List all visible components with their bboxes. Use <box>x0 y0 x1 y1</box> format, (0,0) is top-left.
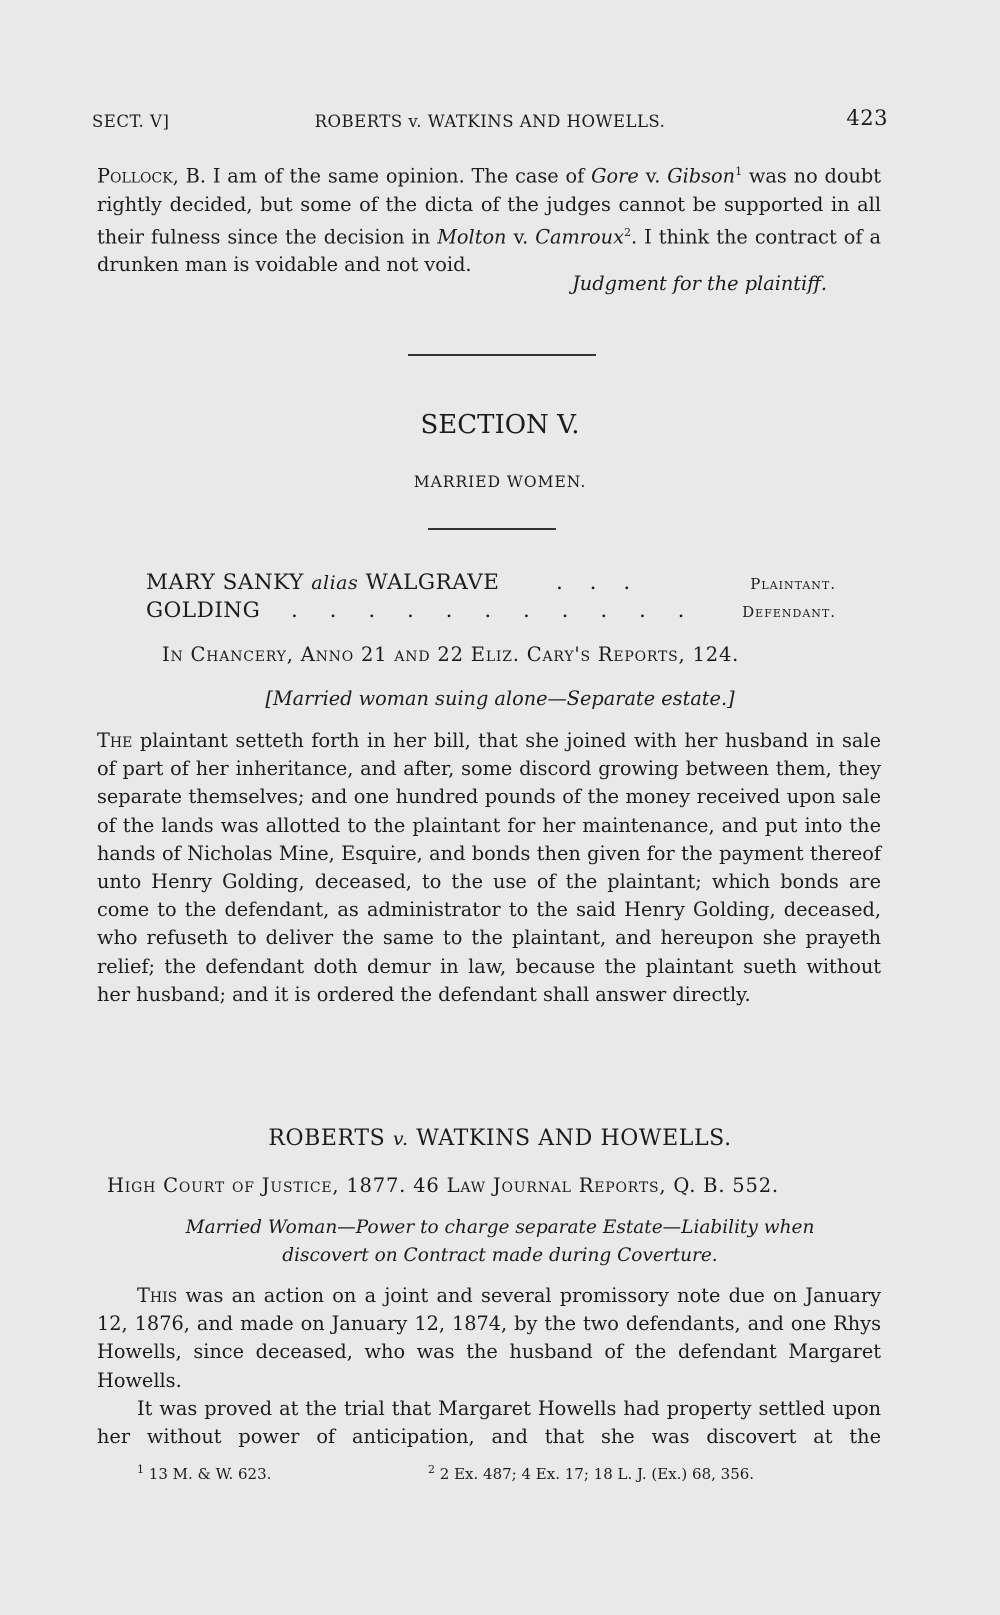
plaintiff-name: MARY SANKY <box>146 570 304 595</box>
opinion-speaker: Pollock, B. <box>97 164 206 188</box>
defendant-name: GOLDING <box>146 598 261 623</box>
footnote-ref-2: 2 <box>623 225 631 239</box>
party-line-defendant: GOLDING . . . . . . . . . . . Defendant. <box>146 598 836 623</box>
section-marker: SECT. V] <box>92 112 170 131</box>
divider-rule <box>408 354 596 356</box>
court-citation: In Chancery, Anno 21 and 22 Eliz. Cary's Reports, 124. <box>162 643 740 666</box>
party-line-plaintiff: MARY SANKY alias WALGRAVE . . . Plaintant. <box>146 570 836 595</box>
case-body-paragraph: It was proved at the trial that Margaret Howells had property settled upon her without power of anticipation, and that she was discovert at the <box>97 1397 881 1449</box>
footnote-ref-1: 1 <box>735 165 743 178</box>
page-number: 423 <box>846 106 888 130</box>
opinion-paragraph: Pollock, B. I am of the same opinion. The case of Gore v. Gibson$^1$ was no doubt rightly decided, but some of the dicta of the judges cannot be supported in all their fulness since the decision in Molton v. Camroux$^2$. I think the contract of a drunken man is voidable and not void. <box>97 164 881 277</box>
court-citation: High Court of Justice, 1877. 46 Law Journal Reports, Q. B. 552. <box>107 1174 779 1197</box>
defendant-role: Defendant. <box>742 603 836 621</box>
divider-rule <box>428 528 556 530</box>
judgment-line: Judgment for the plaintiff. <box>572 272 827 295</box>
plaintiff-role: Plaintant. <box>750 575 836 593</box>
headnote-line-2: discovert on Contract made during Coverture. <box>282 1245 718 1266</box>
section-subheading: MARRIED WOMEN. <box>413 473 587 491</box>
case-body-paragraph: This was an action on a joint and several promissory note due on January 12, 1876, and made on January 12, 1874, by the two defendants, and one Rhys Howells, since deceased, who was the husband of the defendant Margaret Howells. <box>97 1284 881 1392</box>
headnote: [Married woman suing alone—Separate estate.] <box>265 687 735 710</box>
running-header <box>92 106 888 134</box>
section-heading: SECTION V. <box>420 410 580 440</box>
case-body-paragraph: The plaintant setteth forth in her bill, that she joined with her husband in sale of part of her inheritance, and after, some discord growing between them, they separate themselves; and one hundred pounds of the money received upon sale of the lands was allotted to the plaintant for her maintenance, and put into the hands of Nicholas Mine, Esquire, and bonds then given for the payment thereof unto Henry Golding, deceased, to the use of the plaintant; which bonds are come to the defendant, as administrator to the said Henry Golding, deceased, who refuseth to deliver the same to the plaintant, and hereupon she prayeth relief; the defendant doth demur in law, because the plaintant sueth without her husband; and it is ordered the defendant shall answer directly. <box>97 729 881 1006</box>
case-title: ROBERTS v. WATKINS AND HOWELLS. <box>268 1126 732 1151</box>
headnote-line-1: Married Woman—Power to charge separate Estate—Liability when <box>185 1217 815 1238</box>
running-title: ROBERTS v. WATKINS AND HOWELLS. <box>314 112 666 131</box>
footnote-2: $^2$ 2 Ex. 487; 4 Ex. 17; 18 L. J. (Ex.) 68, 356. <box>428 1463 755 1483</box>
footnote-1: $^1$ 13 M. & W. 623. <box>137 1463 272 1483</box>
